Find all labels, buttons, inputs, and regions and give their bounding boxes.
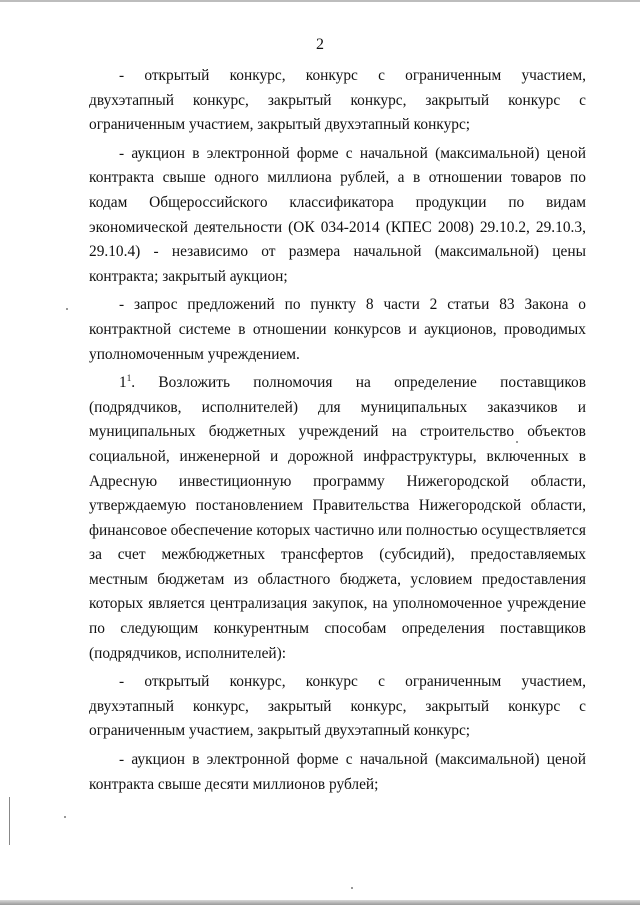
word: заказчиков: [487, 398, 558, 416]
scan-speck: [66, 308, 68, 310]
word: или: [377, 521, 403, 539]
word: из: [233, 570, 249, 588]
word: отношении: [252, 320, 327, 338]
word: бюджетных: [208, 423, 286, 441]
word: электронной: [206, 144, 290, 162]
word: финансовое: [89, 521, 167, 539]
word: -: [119, 296, 125, 314]
word: двухэтапный: [89, 91, 174, 109]
word: -: [119, 67, 125, 84]
word: централизация: [209, 595, 308, 613]
word: размера: [288, 243, 341, 261]
word: (субсидий),: [379, 546, 455, 564]
word: товаров: [510, 169, 562, 187]
text-line: [89, 293, 586, 318]
word: участием,: [521, 67, 586, 84]
paragraph: [89, 670, 586, 744]
word: закупок,: [312, 595, 368, 613]
word: с: [345, 751, 353, 769]
paragraph: [89, 371, 586, 666]
word: для: [318, 398, 341, 416]
word: ограниченным: [405, 67, 502, 84]
text-line: [89, 642, 586, 667]
word: включенных: [486, 447, 569, 465]
word: 2008): [437, 218, 474, 236]
word: пункту: [310, 296, 357, 314]
word: инвестиционную: [178, 472, 292, 490]
word: учреждение: [507, 595, 586, 613]
word: является: [148, 595, 205, 613]
text-line: [89, 568, 586, 593]
word: условием: [410, 570, 473, 588]
word: Адресную: [89, 472, 158, 490]
text-line: [89, 543, 586, 568]
word: (максимальной): [435, 751, 540, 769]
text-line: [89, 343, 586, 368]
word: областного: [257, 570, 331, 588]
word: миллиона: [267, 169, 332, 187]
word: классификатора: [289, 193, 394, 211]
word: конкурс,: [192, 91, 249, 109]
word: -: [119, 673, 125, 691]
word: начальной: [359, 144, 428, 162]
word: инфраструктуры,: [363, 447, 477, 465]
text-line: [89, 240, 586, 265]
text-line: [89, 470, 586, 495]
word: в: [578, 447, 586, 465]
word: а: [397, 169, 405, 187]
word: -: [153, 243, 159, 261]
scan-bottom-edge: [0, 900, 640, 905]
item-superscript: 1: [126, 373, 132, 383]
word: бюджетам: [157, 570, 225, 588]
word: области,: [530, 497, 586, 515]
word: уполномоченное: [392, 595, 503, 613]
word: способам: [324, 620, 387, 638]
word: в: [192, 751, 200, 769]
scan-speck: [64, 816, 66, 818]
paragraph: [89, 142, 586, 290]
word: ценой: [546, 144, 586, 162]
word: муниципальных: [360, 398, 468, 416]
word: 8: [365, 296, 374, 314]
word: 2: [429, 296, 438, 314]
text-line: [89, 420, 586, 445]
word: местным: [89, 570, 148, 588]
word: ограниченным: [405, 673, 502, 691]
word: контракта: [89, 169, 155, 187]
word: кодам: [89, 193, 128, 211]
word: продукции: [415, 193, 487, 211]
word: поставщиков: [500, 620, 586, 638]
word: 034-2014: [320, 218, 380, 236]
word: закрытый: [425, 91, 490, 109]
word: которых: [256, 521, 311, 539]
word: Правительства: [312, 497, 410, 515]
word: по: [284, 296, 301, 314]
word: Возложить: [158, 374, 230, 392]
word: в: [238, 320, 246, 338]
word: (подрядчиков,: [89, 398, 182, 416]
word: аукцион: [131, 144, 186, 162]
item-number-suffix: .: [131, 374, 136, 392]
word: трансфертов: [280, 546, 364, 564]
word: Закона: [524, 296, 569, 314]
text-line: [89, 318, 586, 343]
word: на: [372, 595, 388, 613]
word: экономической: [89, 218, 189, 236]
word: поставщиков: [500, 374, 586, 392]
word: конкурс,: [350, 91, 407, 109]
word: социальной,: [89, 447, 170, 465]
word: с: [378, 67, 385, 84]
word: системе: [178, 320, 231, 338]
word: конкурс,: [192, 697, 249, 715]
text-line: [89, 191, 586, 216]
word: осуществляется: [481, 521, 586, 539]
paragraph: [89, 64, 586, 138]
word: с: [579, 697, 586, 715]
word: конкурс,: [350, 697, 407, 715]
word: конкурсов: [333, 320, 401, 338]
line-text: контракта свыше десяти миллионов рублей;: [89, 775, 379, 793]
word: определения: [401, 620, 485, 638]
word: двухэтапный: [89, 697, 174, 715]
scan-margin-mark: [9, 797, 10, 845]
word: участием,: [521, 673, 586, 691]
text-line: [89, 371, 586, 396]
word: конкурентным: [213, 620, 309, 638]
word: от: [261, 243, 276, 261]
word: инженерной: [179, 447, 261, 465]
word: конкурс: [305, 67, 358, 84]
word: видам: [546, 193, 586, 211]
word: контрактной: [89, 320, 172, 338]
text-line: [89, 216, 586, 241]
word: 29.10.4): [89, 243, 141, 261]
word: учреждений: [298, 423, 379, 441]
word: бюджета,: [339, 570, 401, 588]
word: объектов: [527, 423, 586, 441]
word: по: [508, 193, 525, 211]
word: аукцион: [131, 751, 186, 769]
word: за: [89, 546, 102, 564]
word: закрытый: [267, 91, 332, 109]
scan-speck: [516, 441, 518, 443]
word: одного: [214, 169, 259, 187]
word: начальной: [359, 751, 428, 769]
word: утверждаемую: [89, 497, 187, 515]
scan-top-edge: [0, 0, 640, 2]
line-text: ограниченным участием, закрытый двухэтапный конкурс;: [89, 116, 471, 134]
text-line: [89, 166, 586, 191]
word: цены: [552, 243, 586, 261]
word: ценой: [546, 751, 586, 769]
word: с: [579, 91, 586, 109]
text-line: [89, 113, 586, 138]
text-line: [89, 265, 586, 290]
word: конкурс: [508, 91, 561, 109]
text-line: [89, 445, 586, 470]
word: на: [355, 374, 371, 392]
word: о: [578, 296, 586, 314]
word: форме: [296, 144, 339, 162]
word: (максимальной): [435, 144, 540, 162]
word: конкурс: [305, 673, 358, 691]
word: и: [408, 320, 417, 338]
line-text: уполномоченным учреждением.: [89, 345, 300, 363]
word: области,: [530, 472, 586, 490]
word: $1^1$.: [119, 373, 136, 392]
line-text: (подрядчиков, исполнителей):: [89, 644, 287, 662]
text-line: [89, 719, 586, 744]
text-line: [89, 142, 586, 167]
word: закрытый: [267, 697, 332, 715]
word: обеспечение: [170, 521, 253, 539]
word: Нижегородской: [418, 497, 522, 515]
word: программу: [313, 472, 385, 490]
word: предоставляемых: [470, 546, 586, 564]
text-line: [89, 670, 586, 695]
word: Общероссийского: [149, 193, 268, 211]
word: конкурс,: [229, 673, 286, 691]
word: аукционов,: [424, 320, 497, 338]
word: -: [119, 144, 125, 162]
word: следующим: [120, 620, 199, 638]
text-line: [89, 494, 586, 519]
word: электронной: [206, 751, 290, 769]
word: деятельности: [194, 218, 283, 236]
word: постановлением: [195, 497, 304, 515]
word: муниципальных: [89, 423, 196, 441]
word: по: [570, 169, 586, 187]
word: по: [89, 620, 105, 638]
line-text: контракта; закрытый аукцион;: [89, 267, 288, 285]
word: проводимых: [504, 320, 586, 338]
word: -: [119, 751, 125, 769]
word: счет: [117, 546, 146, 564]
text-line: [89, 396, 586, 421]
word: полностью: [405, 521, 478, 539]
word: на: [391, 423, 407, 441]
word: полномочия: [253, 374, 333, 392]
word: 29.10.2,: [479, 218, 530, 236]
word: частично: [314, 521, 375, 539]
word: открытый: [144, 67, 210, 84]
document-body: [89, 64, 586, 797]
word: в: [192, 144, 200, 162]
word: дорожной: [288, 447, 354, 465]
word: Нижегородской: [406, 472, 509, 490]
word: 29.10.3,: [535, 218, 586, 236]
word: 83: [499, 296, 515, 314]
word: (КПЕС: [385, 218, 432, 236]
word: запрос: [133, 296, 178, 314]
word: части: [383, 296, 420, 314]
word: и: [270, 447, 279, 465]
text-line: [89, 592, 586, 617]
text-line: [89, 519, 586, 544]
word: независимо: [171, 243, 249, 261]
paragraph: [89, 293, 586, 367]
paragraph: [89, 748, 586, 797]
word: отношении: [428, 169, 503, 187]
text-line: [89, 695, 586, 720]
scan-speck: [351, 887, 353, 889]
word: с: [345, 144, 353, 162]
word: в: [412, 169, 421, 187]
word: форме: [296, 751, 339, 769]
word: начальной: [353, 243, 422, 261]
word: межбюджетных: [161, 546, 266, 564]
word: (максимальной): [434, 243, 540, 261]
page-number: 2: [316, 36, 324, 53]
line-text: ограниченным участием, закрытый двухэтапный конкурс;: [89, 722, 471, 740]
text-line: [89, 64, 586, 89]
word: с: [378, 673, 385, 691]
word: открытый: [144, 673, 210, 691]
word: исполнителей): [201, 398, 298, 416]
text-line: [89, 89, 586, 114]
word: предложений: [187, 296, 275, 314]
text-line: [89, 617, 586, 642]
word: предоставления: [481, 570, 586, 588]
word: свыше: [162, 169, 206, 187]
word: определение: [394, 374, 477, 392]
word: статьи: [447, 296, 490, 314]
word: и: [577, 398, 586, 416]
word: закрытый: [425, 697, 490, 715]
word: (ОК: [288, 218, 315, 236]
word: рублей,: [340, 169, 390, 187]
word: конкурс,: [229, 67, 286, 84]
word: конкурс: [508, 697, 561, 715]
text-line: [89, 748, 586, 773]
word: которых: [89, 595, 144, 613]
text-line: [89, 773, 586, 798]
word: строительство: [420, 423, 515, 441]
